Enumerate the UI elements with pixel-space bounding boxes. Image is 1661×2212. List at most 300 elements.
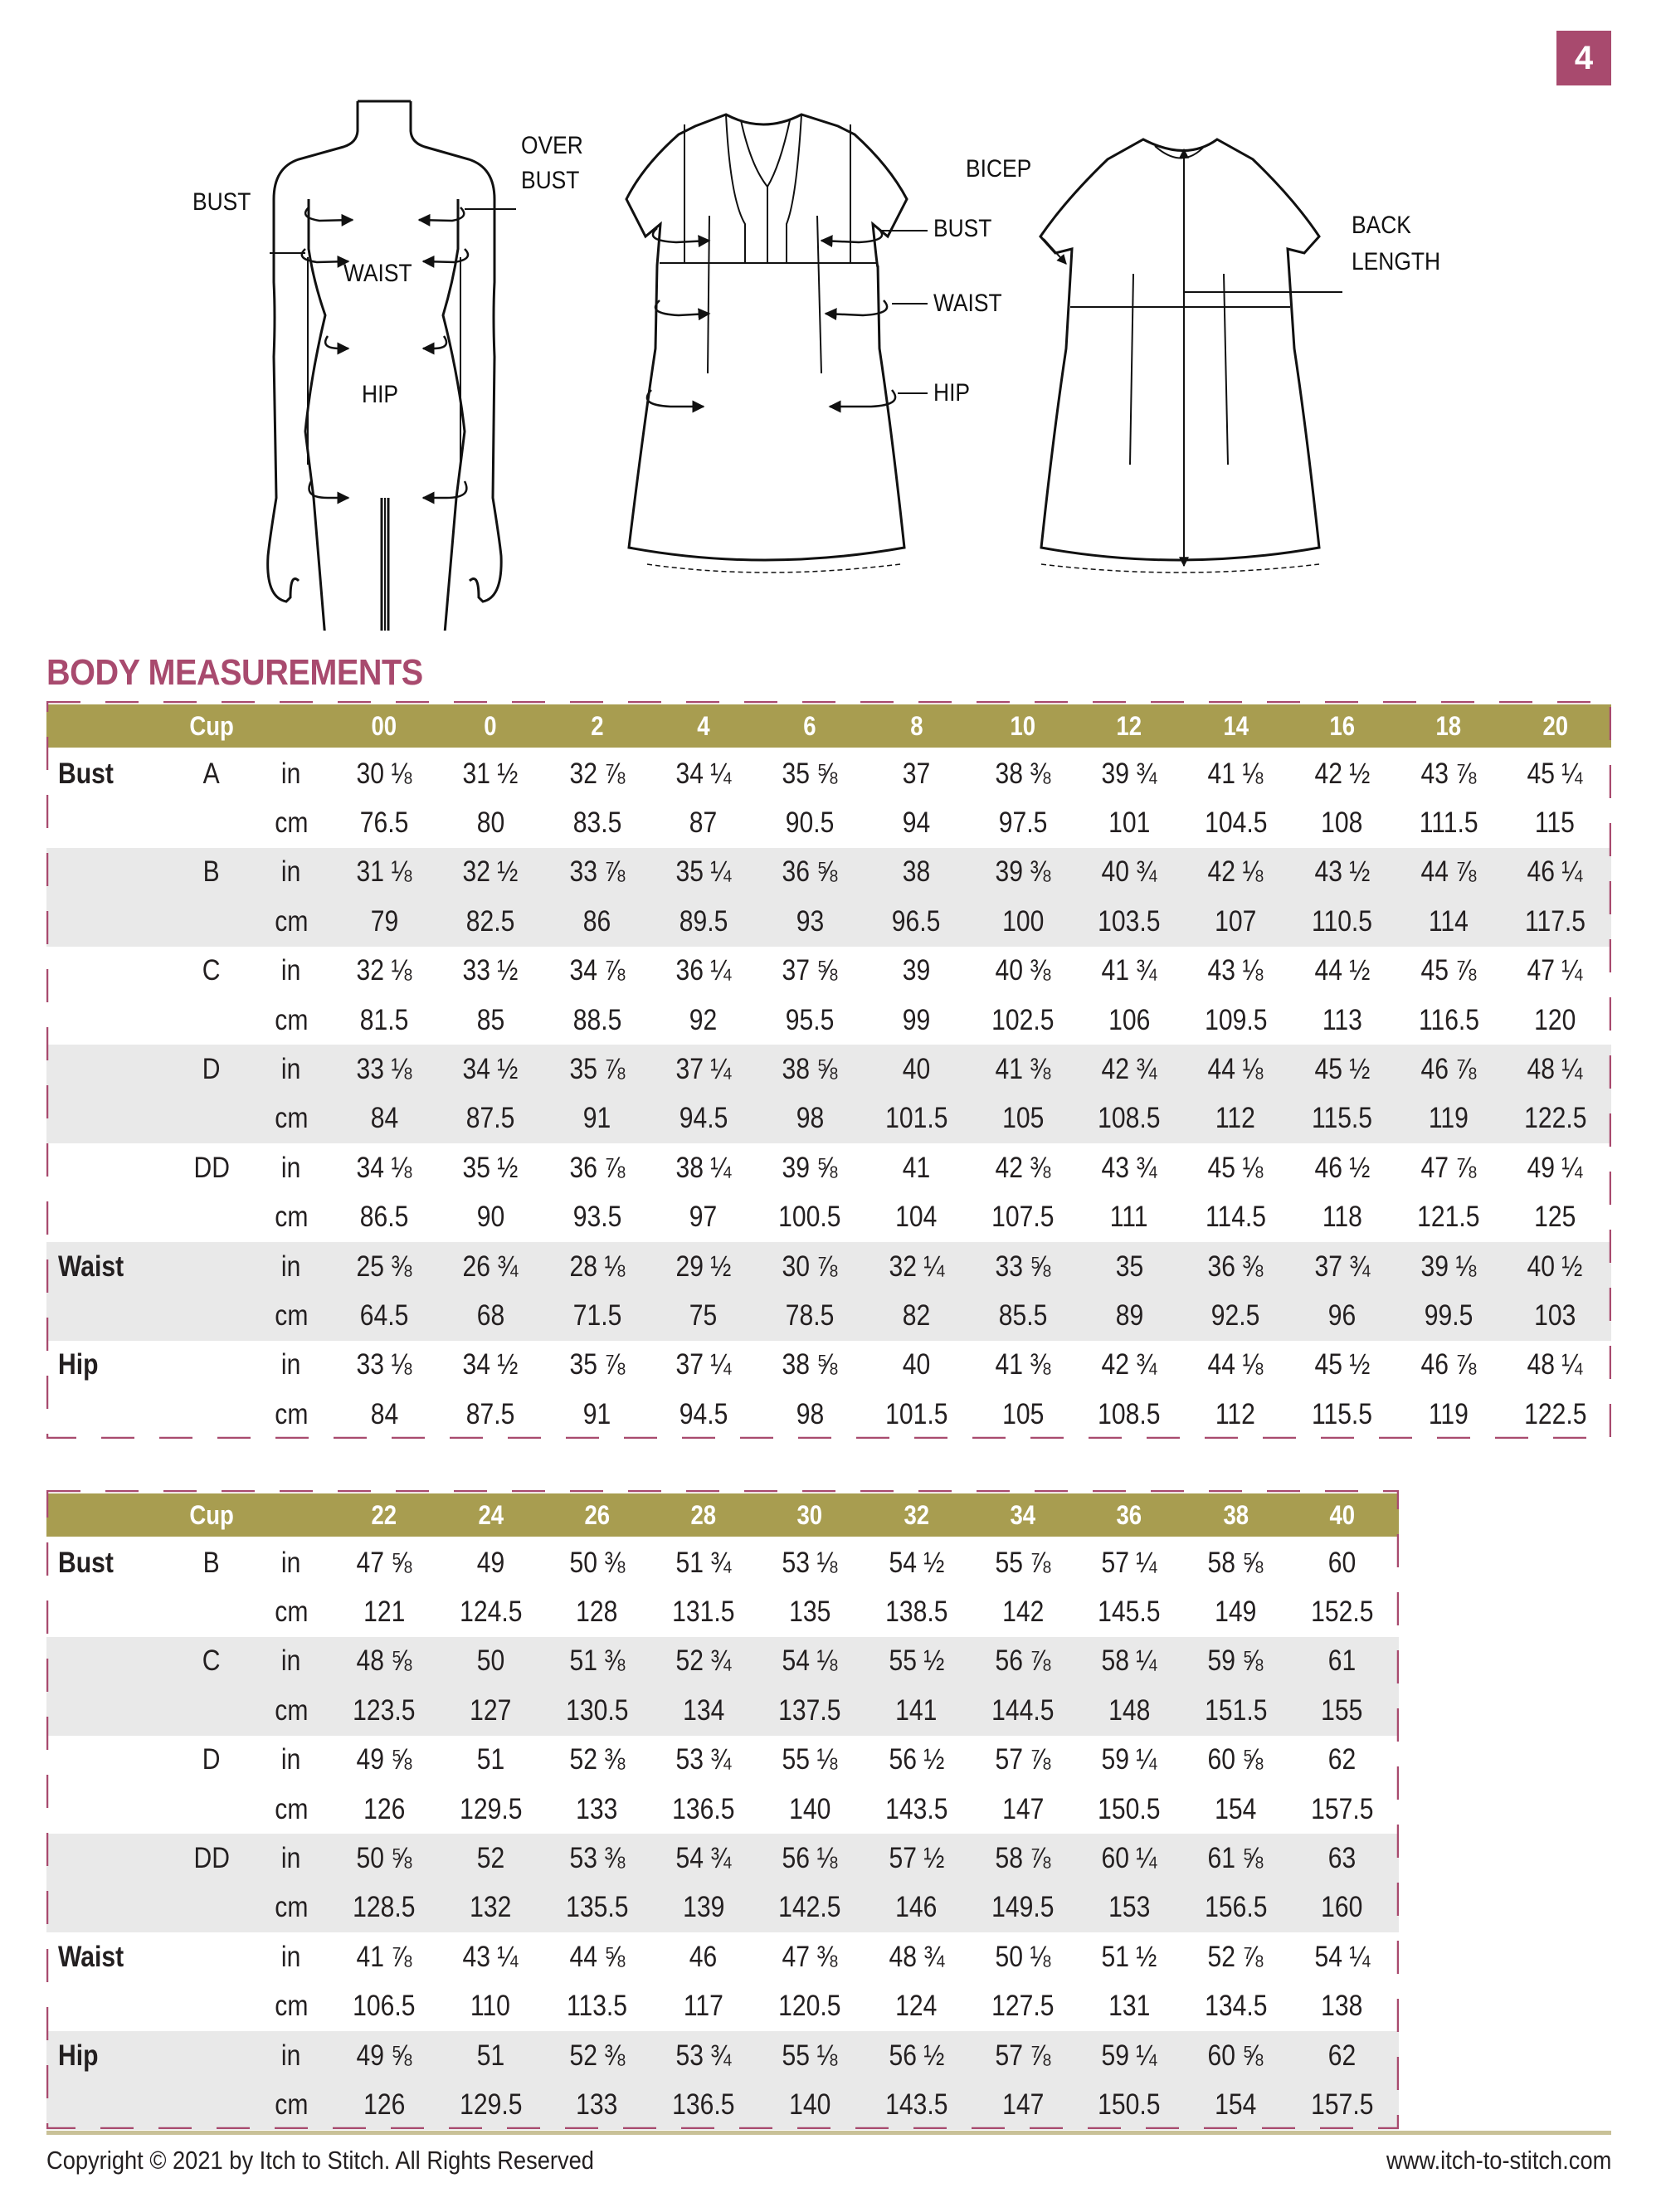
measurement-value [865, 1587, 969, 1636]
measurement-value [1396, 897, 1501, 946]
measurement-value-text: 37 ¼ [675, 1348, 732, 1381]
measurement-value [438, 1932, 543, 1981]
measurement-value [545, 1291, 650, 1340]
measurement-value-text: 118 [1322, 1201, 1362, 1234]
column-header-cup-text: Cup [189, 1499, 234, 1530]
unit-label-in-text: in [281, 1151, 301, 1184]
measurement-value-text: 121 [363, 1596, 406, 1629]
measurement-value [332, 1587, 436, 1636]
measurement-value-text: 39 [902, 954, 931, 987]
measurement-value-text: 46 ⅞ [1420, 1053, 1477, 1086]
unit-label-cm-text: cm [274, 1596, 309, 1629]
measurement-value [651, 2031, 756, 2080]
measurement-value-text: 117.5 [1524, 904, 1586, 938]
measurement-value-text: 126 [363, 1792, 406, 1825]
unit-label-in [262, 1143, 320, 1192]
table-row [46, 1785, 1399, 1834]
column-header-size-text: 0 [484, 710, 497, 741]
measurement-value [1077, 1587, 1181, 1636]
measurement-value-text: 97.5 [998, 806, 1048, 840]
measurement-value-text: 50 ⅝ [356, 1842, 412, 1875]
measurement-value [971, 2080, 1075, 2129]
measurement-value [1183, 947, 1288, 996]
measurement-value-text: 143.5 [884, 1792, 948, 1825]
measurement-value [545, 1193, 650, 1242]
measurement-value-text: 39 ⅜ [995, 855, 1051, 889]
table-row [46, 1686, 1399, 1735]
unit-label-cm [262, 897, 320, 946]
measurement-value [651, 1637, 756, 1686]
page-number-badge: 4 [1556, 31, 1611, 85]
measurement-value [332, 1834, 436, 1883]
measurement-value [438, 996, 543, 1045]
measurement-value [332, 1637, 436, 1686]
column-header-size-text: 16 [1329, 710, 1355, 741]
measurement-value [1290, 798, 1395, 847]
measurement-value [332, 1193, 436, 1242]
measurement-value-text: 138.5 [884, 1596, 948, 1629]
measurement-value-text: 83.5 [572, 806, 621, 840]
measurement-value-text: 35 ½ [462, 1151, 519, 1184]
measurement-value [757, 1834, 862, 1883]
measurement-value [971, 1587, 1075, 1636]
column-header-size-text: 32 [904, 1499, 929, 1530]
measurement-value-text: 57 ⅞ [995, 1743, 1051, 1776]
measurement-value-text: 57 ⅞ [995, 2039, 1051, 2072]
measurement-value [1290, 1291, 1395, 1340]
table-row [46, 1193, 1611, 1242]
measurement-value-text: 111 [1110, 1201, 1148, 1234]
unit-label-in [262, 1341, 320, 1390]
measurement-value [545, 2080, 650, 2129]
measurement-value-text: 48 ¼ [1527, 1053, 1583, 1086]
measurement-value-text: 39 ⅛ [1420, 1250, 1477, 1283]
measurement-value-text: 135.5 [565, 1891, 629, 1924]
measurement-value [545, 1785, 650, 1834]
measurement-value-text: 47 ⅜ [782, 1940, 838, 1973]
measurement-value-text: 128 [576, 1596, 618, 1629]
measurement-value-text: 35 ¼ [675, 855, 732, 889]
measurement-value [1290, 1587, 1395, 1636]
measurement-value [971, 1341, 1075, 1390]
measurement-value-text: 56 ⅛ [782, 1842, 838, 1875]
back-dress-figure [1040, 139, 1342, 572]
measurement-value-text: 30 ⅞ [782, 1250, 838, 1283]
measurement-value [757, 1932, 862, 1981]
measurement-value [545, 1390, 650, 1439]
measurement-value [1396, 848, 1501, 897]
measurement-value-text: 150.5 [1098, 1792, 1161, 1825]
measurement-value [1077, 1390, 1181, 1439]
measurement-value [1503, 1094, 1607, 1143]
measurement-value-text: 45 ½ [1314, 1053, 1371, 1086]
measurement-value-text: 39 ⅝ [782, 1151, 838, 1184]
measurement-value-text: 52 ⅜ [569, 2039, 626, 2072]
measurement-value-text: 49 [476, 1546, 505, 1579]
measurement-value-text: 133 [576, 2088, 618, 2122]
measurement-value [1077, 1094, 1181, 1143]
unit-label-cm [262, 1587, 320, 1636]
measurement-value-text: 34 ¼ [675, 757, 732, 790]
measurement-value-text: 26 ¾ [462, 1250, 519, 1283]
measurement-value [1396, 1193, 1501, 1242]
table-header-row [46, 704, 1611, 748]
measurement-value [757, 1143, 862, 1192]
measurement-value-text: 49 ¼ [1527, 1151, 1583, 1184]
measurement-value [971, 2031, 1075, 2080]
unit-label-cm-text: cm [274, 1003, 309, 1036]
measurement-value [1290, 1538, 1395, 1587]
measurement-value-text: 113.5 [567, 1990, 628, 2023]
measurement-value [1396, 1341, 1501, 1390]
cup-label-text: DD [193, 1842, 230, 1875]
table-row [46, 1587, 1399, 1636]
measurement-value-text: 156.5 [1204, 1891, 1268, 1924]
measurement-value [757, 1637, 862, 1686]
measurement-value [865, 1242, 969, 1291]
measurement-value-text: 51 ½ [1101, 1940, 1157, 1973]
measurement-value [545, 947, 650, 996]
measurement-value [651, 1094, 756, 1143]
column-header-size-text: 8 [909, 710, 923, 741]
measure-label-text: Bust [58, 757, 114, 790]
measurement-value [1396, 1143, 1501, 1192]
measurement-value [1183, 798, 1288, 847]
table-row [46, 996, 1611, 1045]
measurement-value [757, 1242, 862, 1291]
measurement-value-text: 107.5 [991, 1201, 1055, 1234]
measurement-value-text: 117 [683, 1990, 723, 2023]
measurement-value [438, 1785, 543, 1834]
table-row [46, 1883, 1399, 1932]
measurement-value-text: 64.5 [359, 1299, 409, 1333]
table-row [46, 1932, 1399, 1981]
measurement-value [1503, 749, 1607, 798]
unit-label-in-text: in [281, 1842, 301, 1875]
measurement-value [651, 1242, 756, 1291]
measurement-value [865, 1736, 969, 1785]
measurement-value [1077, 1932, 1181, 1981]
unit-label-cm-text: cm [274, 1792, 309, 1825]
measurement-value [332, 1291, 436, 1340]
measurement-value-text: 35 [1115, 1250, 1143, 1283]
measurement-value-text: 52 ¾ [675, 1644, 732, 1678]
measurement-value-text: 37 ⅝ [782, 954, 838, 987]
measurement-value-text: 32 ⅞ [569, 757, 626, 790]
measurement-value [332, 1045, 436, 1094]
measurement-value-text: 49 ⅝ [356, 2039, 412, 2072]
measurement-value-text: 85.5 [998, 1299, 1048, 1333]
measurement-value [651, 1834, 756, 1883]
measurement-value-text: 33 ⅛ [356, 1348, 412, 1381]
measurement-value [651, 996, 756, 1045]
measurement-value-text: 99 [902, 1003, 931, 1036]
measurement-value-text: 45 ⅞ [1420, 954, 1477, 987]
measurement-value-text: 138 [1321, 1990, 1363, 2023]
measurement-value [1396, 1242, 1501, 1291]
measurement-value-text: 33 ⅞ [569, 855, 626, 889]
measurement-value-text: 55 ½ [889, 1644, 944, 1678]
measurement-value [545, 1045, 650, 1094]
measurement-value [1077, 1538, 1181, 1587]
measure-label-text: Hip [58, 1348, 99, 1381]
unit-label-in-text: in [281, 1348, 301, 1381]
measurement-value-text: 157.5 [1311, 2088, 1374, 2122]
measurement-value-text: 87.5 [466, 1397, 515, 1430]
measurement-value [757, 2080, 862, 2129]
measurement-value [1183, 1291, 1288, 1340]
column-header-size-text: 00 [371, 710, 397, 741]
measurement-value [332, 1932, 436, 1981]
column-header-cup [166, 1493, 257, 1537]
measurement-value [1503, 1143, 1607, 1192]
measurement-value-text: 33 ½ [462, 954, 519, 987]
measurement-value-text: 137.5 [778, 1693, 841, 1727]
measurement-value [1396, 1390, 1501, 1439]
measurement-value [1077, 1242, 1181, 1291]
measurement-value [1077, 2080, 1181, 2129]
measure-label [46, 1242, 183, 1291]
measurement-value-text: 106.5 [353, 1990, 416, 2023]
cup-label [178, 1736, 245, 1785]
measurement-value [332, 2080, 436, 2129]
measurement-value-text: 41 ¾ [1101, 954, 1157, 987]
measurement-value-text: 37 ¾ [1314, 1250, 1371, 1283]
measurement-value-text: 105 [1001, 1397, 1044, 1430]
section-title: BODY MEASUREMENTS [46, 652, 423, 693]
measurement-value-text: 62 [1327, 1743, 1357, 1776]
measurement-value-text: 84 [370, 1102, 398, 1135]
measurement-value-text: 84 [370, 1397, 398, 1430]
measurement-value-text: 86 [582, 904, 611, 938]
column-header-size [1079, 704, 1179, 748]
measurement-illustrations [0, 0, 1661, 631]
measurement-value-text: 45 ⅛ [1207, 1151, 1264, 1184]
unit-label-cm [262, 1686, 320, 1735]
measurement-value [1077, 1637, 1181, 1686]
measurement-value [332, 2031, 436, 2080]
measurement-value-text: 103.5 [1098, 904, 1161, 938]
table-row [46, 749, 1611, 798]
column-header-size-text: 14 [1223, 710, 1249, 741]
measurement-value-text: 36 ¼ [675, 954, 732, 987]
measurement-value-text: 76.5 [359, 806, 409, 840]
measurement-value-text: 89 [1115, 1299, 1143, 1333]
column-header-size-text: 4 [697, 710, 710, 741]
website-link[interactable]: www.itch-to-stitch.com [1386, 2146, 1611, 2175]
measurement-value-text: 92 [689, 1003, 718, 1036]
table-header-row [46, 1493, 1399, 1537]
unit-label-in-text: in [281, 1743, 301, 1776]
measurement-value-text: 109.5 [1204, 1003, 1268, 1036]
measurement-value [757, 947, 862, 996]
measurement-value-text: 105 [1001, 1102, 1044, 1135]
footer-divider [46, 2131, 1611, 2135]
measurement-value [1183, 1390, 1288, 1439]
measurement-value-text: 35 ⅝ [782, 757, 838, 790]
measurement-value-text: 148 [1108, 1693, 1151, 1727]
measurement-value [651, 1686, 756, 1735]
measurement-value [1077, 1785, 1181, 1834]
measurement-value-text: 88.5 [572, 1003, 621, 1036]
measurement-value [332, 1538, 436, 1587]
measurement-value-text: 81.5 [359, 1003, 409, 1036]
measurement-value-text: 95.5 [785, 1003, 835, 1036]
measurement-value-text: 38 ⅝ [782, 1348, 838, 1381]
unit-label-in [262, 1242, 320, 1291]
measurement-value [1503, 1045, 1607, 1094]
measurement-value-text: 134 [682, 1693, 725, 1727]
measurement-value [865, 1193, 969, 1242]
measurement-value-text: 94 [902, 806, 931, 840]
measurement-value-text: 98 [796, 1102, 824, 1135]
measurement-value [971, 1390, 1075, 1439]
measurement-value [438, 2080, 543, 2129]
measurement-value [545, 1143, 650, 1192]
measurement-value-text: 48 ¾ [889, 1940, 944, 1973]
unit-label-cm [262, 1982, 320, 2031]
measurement-value-text: 136.5 [672, 1792, 735, 1825]
measurement-value [1183, 1094, 1288, 1143]
unit-label-cm-text: cm [274, 1891, 309, 1924]
measurement-value [1077, 1834, 1181, 1883]
measurement-value [332, 1143, 436, 1192]
measure-label-text: Bust [58, 1546, 114, 1579]
measurement-value [438, 947, 543, 996]
measurement-value [757, 996, 862, 1045]
measurement-value [757, 1045, 862, 1094]
measurement-value [865, 1686, 969, 1735]
measurement-value-text: 149.5 [991, 1891, 1055, 1924]
measurement-value-text: 40 [902, 1053, 931, 1086]
measurement-value [1290, 1143, 1395, 1192]
measurement-value-text: 48 ⅝ [356, 1644, 412, 1678]
measurement-value-text: 58 ⅞ [995, 1842, 1051, 1875]
measurement-value [651, 1785, 756, 1834]
column-header-size [334, 1493, 434, 1537]
measurement-value-text: 134.5 [1204, 1990, 1268, 2023]
measurement-value [971, 848, 1075, 897]
measurement-value-text: 135 [789, 1596, 831, 1629]
measurement-value-text: 111.5 [1419, 806, 1478, 840]
measurement-value [865, 848, 969, 897]
measurement-value-text: 44 ⅝ [569, 1940, 626, 1973]
measurement-value [971, 947, 1075, 996]
measurement-value [971, 1143, 1075, 1192]
measurement-value [1077, 749, 1181, 798]
measurement-value [332, 1686, 436, 1735]
measurement-value [971, 1883, 1075, 1932]
body-label-over-bust-line2: BUST [521, 167, 580, 194]
measurement-value [1077, 897, 1181, 946]
body-label-bust: BUST [192, 188, 251, 216]
measurement-value [545, 1736, 650, 1785]
measurement-value [1183, 1538, 1288, 1587]
measurement-value [545, 1686, 650, 1735]
column-header-cup-text: Cup [189, 710, 234, 741]
measurement-value-text: 115.5 [1312, 1397, 1373, 1430]
measurement-value-text: 90.5 [785, 806, 835, 840]
measurement-value [1290, 2080, 1395, 2129]
measurement-value [1396, 1094, 1501, 1143]
measurement-value [545, 996, 650, 1045]
cup-label-text: DD [193, 1151, 230, 1184]
measurement-value-text: 93.5 [572, 1201, 621, 1234]
measurement-value [438, 897, 543, 946]
measurement-value-text: 101.5 [884, 1397, 948, 1430]
measurement-value [1183, 1242, 1288, 1291]
measurement-value-text: 46 ⅞ [1420, 1348, 1477, 1381]
measurement-value [438, 2031, 543, 2080]
measurement-value-text: 43 ¼ [462, 1940, 519, 1973]
measurement-value [1183, 2080, 1288, 2129]
measurement-value [545, 1094, 650, 1143]
measurement-value-text: 56 ⅞ [995, 1644, 1051, 1678]
measurement-value [1503, 1193, 1607, 1242]
measurement-value-text: 150.5 [1098, 2088, 1161, 2122]
measurement-value-text: 59 ⅝ [1207, 1644, 1264, 1678]
measurement-value [865, 2031, 969, 2080]
measurement-value [1290, 749, 1395, 798]
measurement-value [1077, 1982, 1181, 2031]
measurement-value [971, 1242, 1075, 1291]
measurement-value-text: 157.5 [1311, 1792, 1374, 1825]
column-header-size [1293, 704, 1392, 748]
measurement-value [1183, 1686, 1288, 1735]
column-header-size [867, 704, 967, 748]
measurement-value [757, 1785, 862, 1834]
measurement-value-text: 49 ⅝ [356, 1743, 412, 1776]
measurement-value-text: 100.5 [778, 1201, 841, 1234]
measurement-value-text: 87.5 [466, 1102, 515, 1135]
measurement-value-text: 82.5 [466, 904, 515, 938]
measurement-value [1077, 947, 1181, 996]
measurement-value [438, 1242, 543, 1291]
unit-label-in [262, 1932, 320, 1981]
cup-label-text: A [202, 757, 221, 790]
measurement-value-text: 119 [1429, 1102, 1469, 1135]
unit-label-in [262, 848, 320, 897]
measurement-value [1183, 1736, 1288, 1785]
cup-label [178, 1637, 245, 1686]
measurement-value-text: 160 [1321, 1891, 1363, 1924]
measurement-value-text: 61 [1327, 1644, 1357, 1678]
measurement-value [545, 1883, 650, 1932]
measurement-value [865, 996, 969, 1045]
front-dress-label-hip: HIP [933, 379, 971, 407]
measurement-value-text: 47 ⅝ [356, 1546, 412, 1579]
measurement-value-text: 34 ⅞ [569, 954, 626, 987]
measurement-value-text: 57 ¼ [1101, 1546, 1157, 1579]
unit-label-cm-text: cm [274, 1693, 309, 1727]
measurement-value-text: 142 [1001, 1596, 1044, 1629]
measurement-value [545, 798, 650, 847]
measurement-value-text: 124.5 [459, 1596, 522, 1629]
measurement-value [1290, 1932, 1395, 1981]
measurement-value [1503, 996, 1607, 1045]
measurement-value [438, 1341, 543, 1390]
measurement-value [757, 1686, 862, 1735]
column-header-size [867, 1493, 967, 1537]
measurement-value-text: 154 [1215, 1792, 1257, 1825]
measurement-value-text: 54 ½ [889, 1546, 944, 1579]
measurement-value-text: 56 ½ [889, 1743, 944, 1776]
measurement-value-text: 123.5 [353, 1693, 416, 1727]
measurement-value-text: 40 ½ [1527, 1250, 1583, 1283]
unit-label-in [262, 1538, 320, 1587]
measurement-value-text: 79 [370, 904, 398, 938]
measurement-value-text: 110 [470, 1990, 511, 2023]
